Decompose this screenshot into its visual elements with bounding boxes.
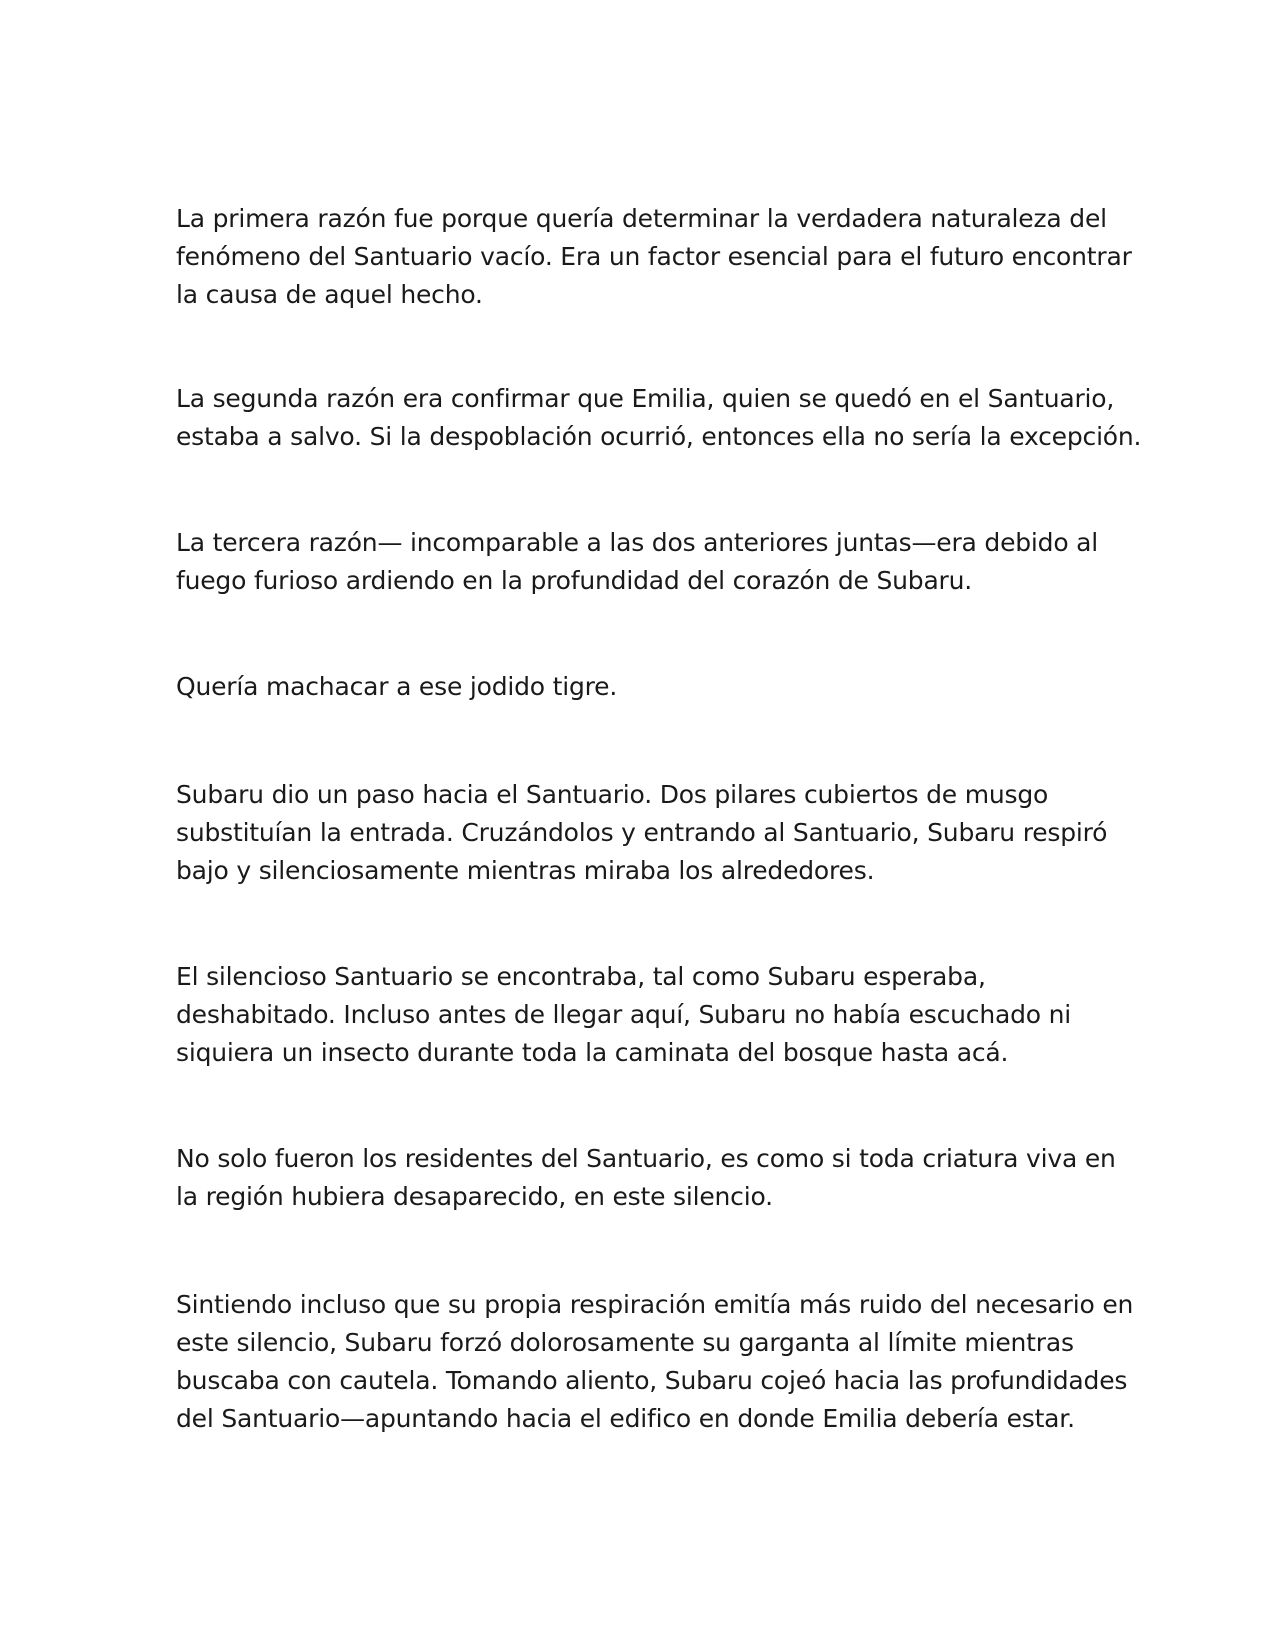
text-line: fenómeno del Santuario vacío. Era un factor esencial para el futuro encontrar	[176, 242, 1132, 271]
paragraph-7	[176, 1140, 1116, 1216]
text-line: la región hubiera desaparecido, en este silencio.	[176, 1182, 773, 1211]
paragraph-1	[176, 200, 1132, 314]
text-line: Quería machacar a ese jodido tigre.	[176, 672, 618, 701]
text-line: La primera razón fue porque quería determinar la verdadera naturaleza del	[176, 204, 1107, 233]
text-line: siquiera un insecto durante toda la caminata del bosque hasta acá.	[176, 1038, 1009, 1067]
paragraph-5	[176, 776, 1106, 890]
paragraph-6	[176, 958, 1106, 1072]
paragraph-8	[176, 1286, 1134, 1438]
text-line: bajo y silenciosamente mientras miraba los alrededores.	[176, 856, 875, 885]
text-line: fuego furioso ardiendo en la profundidad del corazón de Subaru.	[176, 566, 973, 595]
text-line: La segunda razón era confirmar que Emilia, quien se quedó en el Santuario,	[176, 384, 1115, 413]
text-line: El silencioso Santuario se encontraba, tal como Subaru esperaba,	[176, 962, 986, 991]
text-line: estaba a salvo. Si la despoblación ocurrió, entonces ella no sería la excepción.	[176, 422, 1142, 451]
paragraph-4	[176, 668, 1106, 706]
text-line: deshabitado. Incluso antes de llegar aquí, Subaru no había escuchado ni	[176, 1000, 1072, 1029]
text-line: este silencio, Subaru forzó dolorosamente su garganta al límite mientras	[176, 1328, 1074, 1357]
text-line: buscaba con cautela. Tomando aliento, Subaru cojeó hacia las profundidades	[176, 1366, 1128, 1395]
text-line: No solo fueron los residentes del Santuario, es como si toda criatura viva en	[176, 1144, 1116, 1173]
paragraph-3	[176, 524, 1106, 600]
paragraph-2	[176, 380, 1142, 456]
text-line: Subaru dio un paso hacia el Santuario. Dos pilares cubiertos de musgo	[176, 780, 1049, 809]
text-line: substituían la entrada. Cruzándolos y entrando al Santuario, Subaru respiró	[176, 818, 1108, 847]
text-line: del Santuario—apuntando hacia el edifico en donde Emilia debería estar.	[176, 1404, 1075, 1433]
text-line: Sintiendo incluso que su propia respiración emitía más ruido del necesario en	[176, 1290, 1134, 1319]
text-line: la causa de aquel hecho.	[176, 280, 483, 309]
text-line: La tercera razón— incomparable a las dos anteriores juntas—era debido al	[176, 528, 1099, 557]
